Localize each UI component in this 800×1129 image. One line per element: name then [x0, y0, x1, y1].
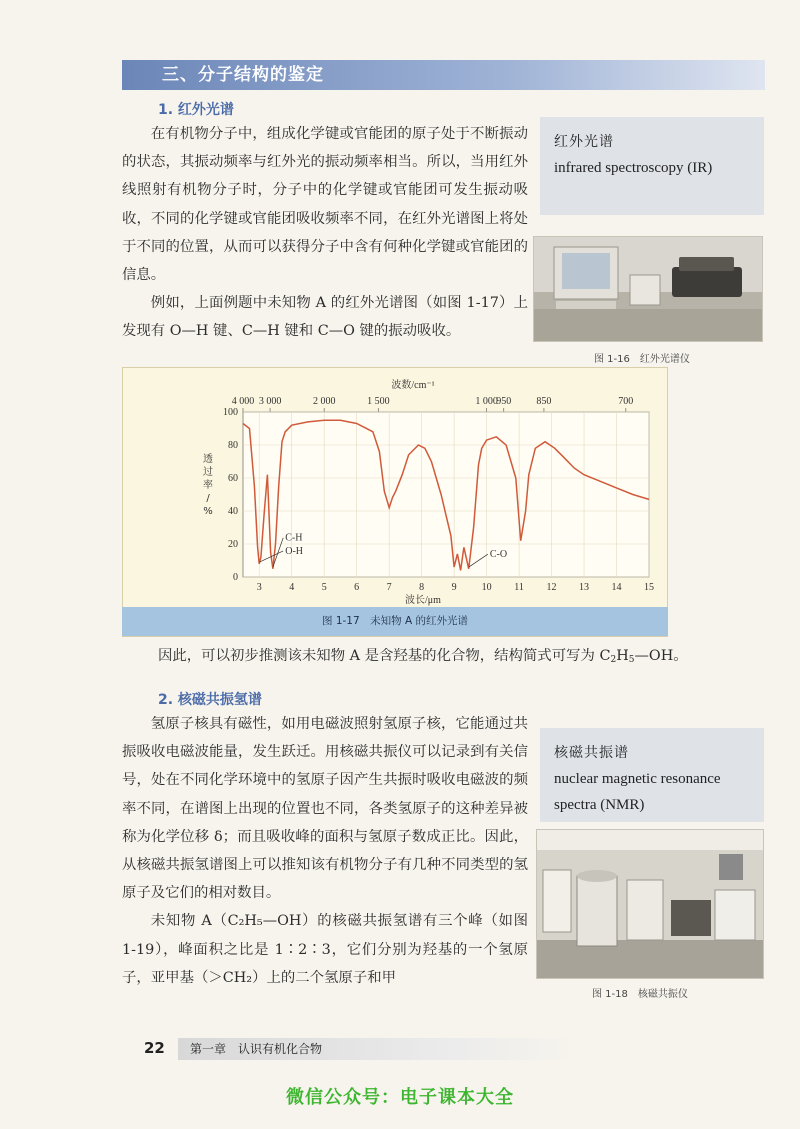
ir-glossary-box [540, 117, 764, 215]
ir-spectrometer-photo [533, 236, 763, 342]
nmr-paragraph-1: 氢原子核具有磁性，如用电磁波照射氢原子核，它能通过共振吸收电磁波能量，发生跃迁。用核磁共振仪可以记录到有关信号，处在不同化学环境中的氢原子因产生共振时吸收电磁波的频率不同，在谱图上出现的位置也不同，各类氢原子的这种差异被称为化学位移 δ；而且吸收峰的面积与氢原子数成正比。因此，从核磁共振氢谱图上可以推知该有机物分子有几种不同类型的氢原子及它们的相对数目。 [122, 716, 528, 902]
top-tick-label: 2 000 [312, 396, 336, 407]
y-tick-label: 100 [223, 407, 238, 418]
x-tick-label: 3 [256, 582, 262, 593]
nmr-heading: 2. 核磁共振氢谱 [158, 692, 262, 708]
watermark-text: 微信公众号：电子课本大全 [286, 1087, 514, 1108]
x-tick-label: 9 [451, 582, 457, 593]
formula-sub-2: 2 [610, 655, 617, 665]
top-tick-label: 1 000 [475, 396, 498, 407]
y-tick-label: 80 [228, 440, 238, 451]
x-tick-label: 15 [644, 582, 654, 593]
ir-paragraph-1: 在有机物分子中，组成化学键或官能团的原子处于不断振动的状态，其振动频率与红外光的振动频率相当。所以，当用红外线照射有机物分子时，分子中的化学键或官能团可发生振动吸收，不同的化学键或官能团吸收频率不同，在红外光谱图上将处于不同的位置，从而可以获得分子中含有何种化学键或官能团的信息。 [122, 126, 528, 284]
top-tick-label: 850 [536, 396, 552, 407]
y-axis-label [203, 453, 213, 517]
y-tick-label: 60 [228, 473, 238, 484]
x-axis-label: 波长/μm [405, 595, 441, 606]
x-tick-label: 6 [354, 582, 360, 593]
nmr-paragraph-2: 未知物 A（C₂H₅—OH）的核磁共振氢谱有三个峰（如图 1-19），峰面积之比是 1∶2∶3，它们分别为羟基的一个氢原子，亚甲基（＞CH₂）上的二个氢原子和甲 [122, 913, 528, 986]
top-tick-label: 1 500 [367, 396, 390, 407]
x-tick-label: 7 [386, 582, 392, 593]
ir-figure-caption: 图 1-17 未知物 A 的红外光谱 [122, 607, 668, 636]
ir-heading: 1. 红外光谱 [158, 102, 234, 118]
x-tick-label: 4 [289, 582, 295, 593]
nmr-glossary-term: 核磁共振谱 [554, 745, 629, 761]
ir-spectrum-figure [122, 367, 668, 637]
conclusion-line [158, 642, 778, 674]
nmr-photo-caption: 图 1-18 核磁共振仪 [592, 989, 688, 1000]
conclusion-suffix: —OH。 [634, 648, 688, 664]
x-tick-label: 14 [611, 582, 622, 593]
x-tick-label: 12 [546, 582, 557, 593]
ir-text-block [122, 120, 528, 346]
svg-text:透过率/%: 透过率/ % [203, 454, 213, 517]
y-tick-label: 0 [233, 572, 238, 583]
nmr-spectrometer-image [537, 830, 763, 978]
x-tick-label: 11 [514, 582, 524, 593]
chapter-footer: 第一章 认识有机化合物 [178, 1038, 578, 1060]
nmr-spectrometer-photo [536, 829, 764, 979]
ir-glossary-english: infrared spectroscopy (IR) [554, 160, 713, 176]
top-tick-label: 4 000 [231, 396, 255, 407]
y-tick-label: 20 [228, 539, 238, 550]
ir-glossary-term: 红外光谱 [554, 134, 614, 150]
nmr-text-block [122, 710, 528, 992]
top-axis-label: 波数/cm⁻¹ [391, 380, 435, 391]
nmr-glossary-box [540, 728, 764, 822]
top-tick-label: 3 000 [258, 396, 282, 407]
ir-spectrometer-image [534, 237, 762, 341]
nmr-glossary-english: nuclear magnetic resonance spectra (NMR) [554, 771, 721, 813]
x-tick-label: 10 [481, 582, 492, 593]
formula-h: H [616, 648, 629, 664]
ir-spectrum-chart [123, 368, 669, 608]
x-tick-label: 8 [419, 582, 425, 593]
top-tick-label: 950 [496, 396, 512, 407]
peak-annotation: O-H [285, 545, 304, 557]
page-number: 22 [144, 1039, 165, 1057]
ir-photo-caption: 图 1-16 红外光谱仪 [594, 354, 690, 365]
ir-paragraph-2: 例如，上面例题中未知物 A 的红外光谱图（如图 1-17）上发现有 O—H 键、C—H 键和 C—O 键的振动吸收。 [122, 295, 528, 340]
formula-sub-5: 5 [628, 655, 635, 665]
x-tick-label: 5 [321, 582, 327, 593]
top-tick-label: 700 [618, 396, 634, 407]
peak-annotation: C-O [489, 549, 508, 561]
x-tick-label: 13 [579, 582, 590, 593]
y-tick-label: 40 [228, 506, 238, 517]
section-title: 三、分子结构的鉴定 [122, 60, 765, 90]
conclusion-prefix: 因此，可以初步推测该未知物 A 是含羟基的化合物，结构简式可写为 C [158, 648, 611, 664]
peak-annotation: C-H [285, 532, 303, 544]
